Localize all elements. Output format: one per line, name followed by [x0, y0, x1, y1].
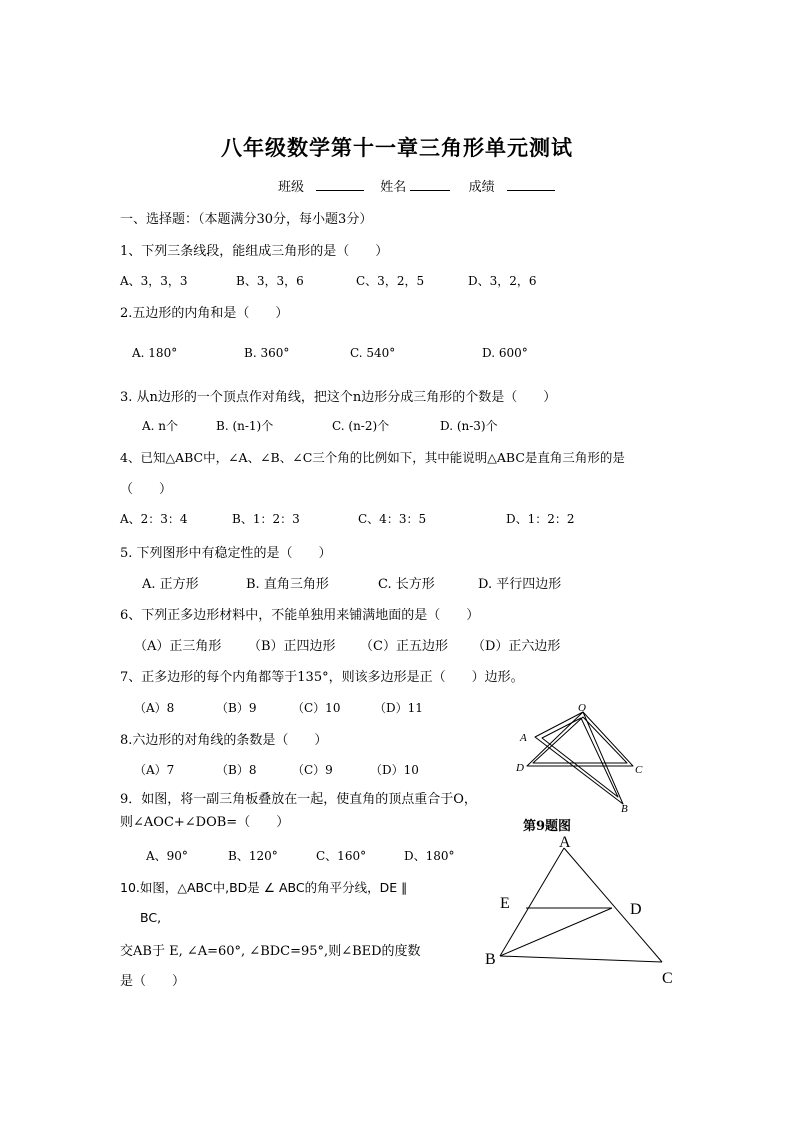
option[interactable]: C. 540°: [350, 346, 396, 360]
option[interactable]: （A）8: [134, 701, 175, 715]
question-stem-cont: 则∠AOC+∠DOB=（ ）: [120, 815, 290, 830]
label-o: O: [578, 702, 586, 714]
option[interactable]: B. 直角三角形: [246, 577, 329, 592]
option[interactable]: A、90°: [146, 849, 188, 863]
option[interactable]: B. (n-1)个: [216, 419, 274, 433]
option[interactable]: D、180°: [404, 849, 455, 863]
score-blank[interactable]: [507, 178, 555, 191]
option[interactable]: B、1：2：3: [232, 512, 300, 526]
question-stem: 3. 从n边形的一个顶点作对角线，把这个n边形分成三角形的个数是（ ）: [120, 390, 557, 405]
question-stem: 9．如图，将一副三角板叠放在一起，使直角的顶点重合于O，: [120, 792, 477, 807]
option[interactable]: D. 平行四边形: [478, 577, 562, 592]
question-stem: 10.如图，△ABC中,BD是 ∠ ABC的角平分线，DE ∥: [120, 880, 408, 895]
label-b: B: [621, 803, 628, 815]
option[interactable]: （C）9: [292, 763, 333, 777]
class-blank[interactable]: [316, 178, 364, 191]
class-label: 班级: [278, 180, 305, 195]
option[interactable]: D、1：2：2: [506, 512, 575, 526]
option[interactable]: （D）11: [374, 701, 423, 715]
option[interactable]: （C）10: [292, 701, 341, 715]
label-a: A: [520, 732, 527, 744]
option[interactable]: B、120°: [228, 849, 278, 863]
score-label: 成绩: [468, 180, 495, 195]
option[interactable]: B. 360°: [244, 346, 290, 360]
name-label: 姓名: [380, 180, 407, 195]
question-stem-cont: 交AB于 E, ∠A=60°, ∠BDC=95°,则∠BED的度数: [120, 944, 421, 959]
page-title: 八年级数学第十一章三角形单元测试: [221, 136, 573, 160]
option[interactable]: C. 长方形: [378, 577, 435, 592]
option[interactable]: A. n个: [142, 419, 179, 433]
question-stem: 4、已知△ABC中，∠A、∠B、∠C三个角的比例如下，其中能说明△ABC是直角三角形的是: [120, 450, 625, 465]
question-stem: 2.五边形的内角和是（ ）: [120, 306, 289, 321]
option[interactable]: A. 正方形: [142, 577, 199, 592]
label-e: E: [500, 895, 510, 912]
option[interactable]: B、3，3，6: [236, 274, 304, 288]
question-stem-cont: BC,: [140, 910, 162, 925]
label-c: C: [662, 970, 673, 987]
label-d: D: [516, 762, 524, 774]
option[interactable]: C、4：3：5: [358, 512, 427, 526]
option[interactable]: （A）7: [134, 763, 175, 777]
option[interactable]: D、3，2，6: [468, 274, 537, 288]
figure-9-caption: 第9题图: [523, 819, 572, 834]
option[interactable]: （B）正四边形: [248, 639, 336, 654]
question-stem-cont: （ ）: [120, 482, 173, 497]
option[interactable]: D. 600°: [482, 346, 528, 360]
question-stem-cont: 是（ ）: [120, 974, 186, 989]
option[interactable]: C、3，2，5: [356, 274, 425, 288]
option[interactable]: D. (n-3)个: [440, 419, 498, 433]
figure-9-set-squares: [505, 700, 655, 815]
option[interactable]: （D）正六边形: [472, 639, 561, 654]
label-d: D: [630, 901, 642, 918]
name-blank[interactable]: [410, 178, 450, 191]
label-c: C: [635, 764, 643, 776]
option[interactable]: C. (n-2)个: [332, 419, 390, 433]
question-stem: 1、下列三条线段，能组成三角形的是（ ）: [120, 244, 389, 259]
figure-10-triangle: [478, 830, 688, 990]
label-a: A: [559, 834, 571, 851]
label-b: B: [485, 951, 496, 968]
student-info-row: [278, 176, 555, 195]
question-stem: 6、下列正多边形材料中，不能单独用来铺满地面的是（ ）: [120, 608, 480, 623]
option[interactable]: （C）正五边形: [360, 639, 448, 654]
option[interactable]: A. 180°: [132, 346, 178, 360]
option[interactable]: A、3，3，3: [120, 274, 188, 288]
option[interactable]: （B）8: [216, 763, 257, 777]
question-stem: 7、正多边形的每个内角都等于135°，则该多边形是正（ ）边形。: [120, 670, 524, 685]
option[interactable]: A、2：3：4: [120, 512, 188, 526]
option[interactable]: （A）正三角形: [134, 639, 222, 654]
question-stem: 8.六边形的对角线的条数是（ ）: [120, 733, 328, 748]
question-stem: 5. 下列图形中有稳定性的是（ ）: [120, 546, 332, 561]
option[interactable]: C、160°: [316, 849, 367, 863]
option[interactable]: （B）9: [216, 701, 257, 715]
option[interactable]: （D）10: [370, 763, 419, 777]
section-heading: 一、选择题：（本题满分30分，每小题3分）: [120, 212, 373, 227]
